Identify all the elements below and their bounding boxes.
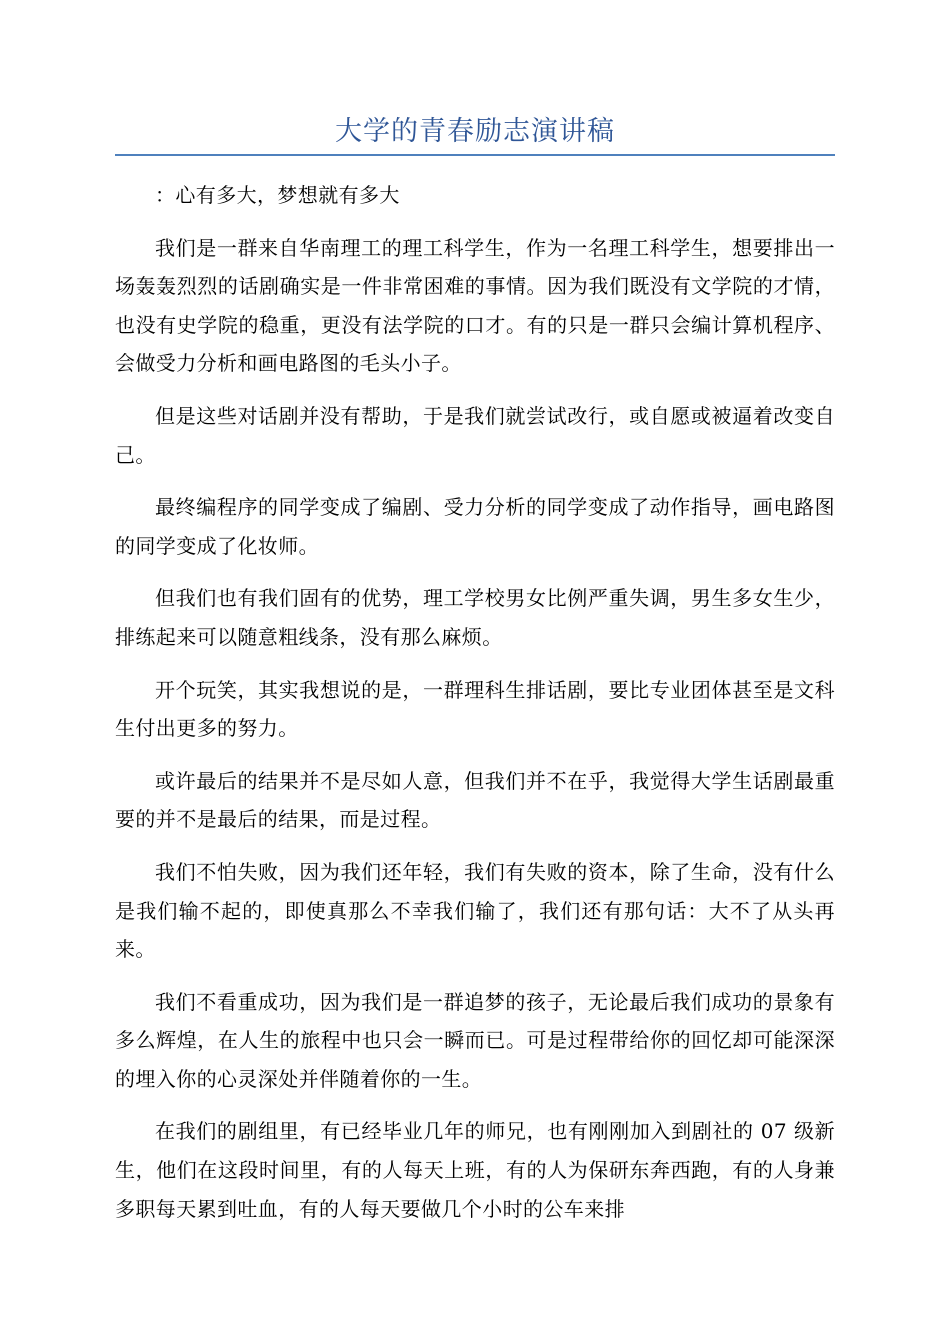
paragraph: 开个玩笑，其实我想说的是，一群理科生排话剧，要比专业团体甚至是文科生付出更多的努力。 xyxy=(115,677,835,741)
paragraph: 但我们也有我们固有的优势，理工学校男女比例严重失调，男生多女生少，排练起来可以随意粗线条，没有那么麻烦。 xyxy=(115,586,835,649)
paragraph: 我们不怕失败，因为我们还年轻，我们有失败的资本，除了生命，没有什么是我们输不起的，即使真那么不幸我们输了，我们还有那句话：大不了从头再来。 xyxy=(115,859,835,962)
title-underline xyxy=(115,154,835,156)
paragraph: 我们是一群来自华南理工的理工科学生，作为一名理工科学生，想要排出一场轰轰烈烈的话剧确实是一件非常困难的事情。因为我们既没有文学院的才情，也没有史学院的稳重，更没有法学院的口才。有的只是一群只会编计算机程序、会做受力分析和画电路图的毛头小子。 xyxy=(115,235,835,376)
document-title: 大学的青春励志演讲稿 xyxy=(335,116,615,147)
subtitle-paragraph: ：心有多大，梦想就有多大 xyxy=(155,183,400,207)
paragraph: 我们不看重成功，因为我们是一群追梦的孩子，无论最后我们成功的景象有多么辉煌，在人生的旅程中也只会一瞬而已。可是过程带给你的回忆却可能深深的埋入你的心灵深处并伴随着你的一生。 xyxy=(115,989,835,1091)
document-body xyxy=(115,176,835,1242)
paragraph: 但是这些对话剧并没有帮助，于是我们就尝试改行，或自愿或被逼着改变自己。 xyxy=(115,403,835,467)
paragraph: 或许最后的结果并不是尽如人意，但我们并不在乎，我觉得大学生话剧最重要的并不是最后的结果，而是过程。 xyxy=(115,768,835,832)
paragraph: 最终编程序的同学变成了编剧、受力分析的同学变成了动作指导，画电路图的同学变成了化妆师。 xyxy=(115,495,835,558)
paragraph: 在我们的剧组里，有已经毕业几年的师兄，也有刚刚加入到剧社的 07 级新生，他们在这段时间里，有的人每天上班，有的人为保研东奔西跑，有的人身兼多职每天累到吐血，有的人每天要做几个小时的公车来排 xyxy=(115,1119,835,1221)
